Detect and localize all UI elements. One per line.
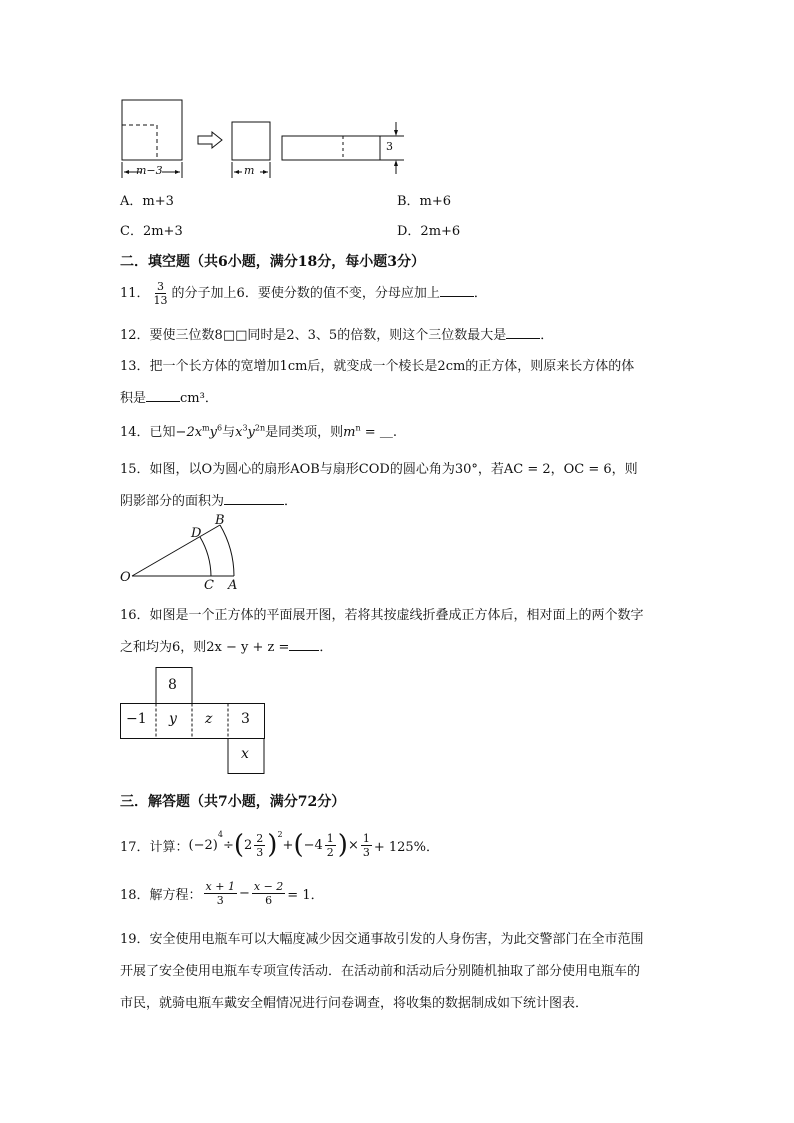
q11-fraction-num: 3 bbox=[157, 280, 165, 293]
question-16-line-2 bbox=[120, 636, 332, 655]
q18-frac-1 bbox=[204, 880, 237, 907]
q16-line2-text: 之和均为6，则2x − y + z = bbox=[120, 640, 290, 655]
q17-paren-close-2: ) bbox=[337, 830, 348, 860]
q15-end: ． bbox=[284, 494, 298, 509]
q13-unit: cm³． bbox=[180, 391, 218, 406]
net-cell-8: 8 bbox=[168, 677, 177, 693]
option-d: D．2m+6 bbox=[397, 224, 461, 239]
option-a: A．m+3 bbox=[120, 194, 174, 209]
q17-prefix: 17．计算： bbox=[120, 839, 189, 855]
q17-plus: + bbox=[282, 837, 294, 853]
net-cell-x: x bbox=[241, 746, 249, 762]
q17-mixed-frac-1-den: 3 bbox=[256, 845, 264, 859]
q12-answer-blank[interactable] bbox=[506, 326, 540, 339]
section-2-title: 二．填空题（共6小题，满分18分，每小题3分） bbox=[120, 254, 425, 270]
q17-tail: + 125%． bbox=[373, 839, 440, 855]
option-b: B．m+6 bbox=[397, 194, 452, 209]
net-cell-3: 3 bbox=[241, 711, 250, 727]
q17-mixed-frac-2-num: 1 bbox=[326, 831, 334, 845]
q15-line2-text: 阴影部分的面积为 bbox=[120, 494, 225, 509]
q17-divide: ÷ bbox=[222, 837, 234, 853]
q11-number: 11． bbox=[120, 286, 150, 301]
q17-paren-open-1: ( bbox=[233, 830, 245, 860]
question-15-line-1: 15．如图，以O为圆心的扇形AOB与扇形COD的圆心角为30°，若AC = 2，OC = 6，则 bbox=[120, 462, 638, 477]
question-19-line-3: 市民，就骑电瓶车戴安全帽情况进行问卷调查，将收集的数据制成如下统计图表． bbox=[120, 996, 589, 1011]
q16-end: ． bbox=[319, 640, 333, 655]
q14-mid: 与 bbox=[222, 425, 236, 440]
label-b: B bbox=[215, 513, 225, 528]
q17-square-exp: 2 bbox=[277, 830, 283, 839]
section-3-title: 三．解答题（共7小题，满分72分） bbox=[120, 794, 346, 810]
q17-mixed-frac-1 bbox=[254, 832, 265, 859]
q18-prefix: 18．解方程： bbox=[120, 888, 202, 903]
q17-mixed-whole-2: −4 bbox=[303, 837, 323, 853]
question-17 bbox=[120, 830, 439, 860]
label-o: O bbox=[120, 570, 131, 585]
label-c: C bbox=[204, 578, 214, 593]
net-cell-z: z bbox=[205, 711, 213, 727]
figure-label-m-minus-3: m−3 bbox=[136, 164, 163, 177]
q18-frac-2-num: x − 2 bbox=[253, 880, 284, 893]
question-12 bbox=[120, 324, 553, 343]
q14-expr2b: y bbox=[247, 425, 255, 440]
q17-frac-third-den: 3 bbox=[362, 845, 370, 859]
q18-frac-2 bbox=[252, 880, 285, 907]
q17-times: × bbox=[347, 837, 359, 853]
q17-mixed-frac-1-num: 2 bbox=[256, 831, 264, 845]
q14-expr3: m bbox=[343, 425, 356, 440]
q15-answer-blank[interactable] bbox=[224, 492, 284, 505]
label-a: A bbox=[228, 578, 238, 593]
q14-expr1b: y bbox=[209, 425, 217, 440]
question-13-line-1: 13．把一个长方体的宽增加1cm后，就变成一个棱长是2cm的正方体，则原来长方体的体 bbox=[120, 359, 635, 374]
q18-frac-2-den: 6 bbox=[265, 894, 273, 907]
q13-answer-blank[interactable] bbox=[146, 389, 180, 402]
q14-expr1b-sup: 6 bbox=[217, 423, 223, 433]
net-cell-minus-1: −1 bbox=[126, 711, 147, 727]
q14-expr2b-sup: 2n bbox=[254, 423, 266, 433]
option-c: C．2m+3 bbox=[120, 224, 183, 239]
question-18 bbox=[120, 880, 324, 907]
q17-frac-third-num: 1 bbox=[362, 831, 370, 845]
q17-mixed-whole-1: 2 bbox=[244, 837, 253, 853]
question-19-line-2: 开展了安全使用电瓶车专项宣传活动．在活动前和活动后分别随机抽取了部分使用电瓶车的 bbox=[120, 964, 641, 979]
figure-label-m: m bbox=[244, 164, 255, 177]
q18-tail: = 1． bbox=[287, 888, 324, 903]
label-d: D bbox=[191, 526, 202, 541]
question-14 bbox=[120, 421, 397, 440]
q16-answer-blank[interactable] bbox=[289, 638, 319, 651]
q14-expr2-sup: 3 bbox=[242, 423, 248, 433]
q18-minus: − bbox=[238, 886, 250, 901]
q11-end: ． bbox=[473, 286, 487, 301]
figure-label-3: 3 bbox=[386, 140, 393, 153]
net-cell-y: y bbox=[169, 711, 177, 727]
question-13-line-2 bbox=[120, 387, 218, 406]
q14-expr2: x bbox=[235, 425, 243, 440]
q13-line2-text: 积是 bbox=[120, 391, 147, 406]
question-19-line-1: 19．安全使用电瓶车可以大幅度减少因交通事故引发的人身伤害，为此交警部门在全市范围 bbox=[120, 932, 644, 947]
question-15-line-2 bbox=[120, 490, 297, 509]
q14-prefix: 14．已知 bbox=[120, 425, 176, 440]
q17-paren-open-2: ( bbox=[293, 830, 304, 860]
q17-frac-third bbox=[361, 832, 372, 859]
q11-fraction-den: 13 bbox=[153, 294, 168, 307]
q17-paren-close-1: ) bbox=[267, 830, 278, 860]
q17-mixed-frac-2 bbox=[325, 832, 336, 859]
q14-suffix: 是同类项，则 bbox=[265, 425, 344, 440]
q12-end: ． bbox=[540, 328, 554, 343]
q14-expr3-sup: n bbox=[355, 423, 361, 433]
q18-frac-1-den: 3 bbox=[216, 894, 224, 907]
question-16-line-1: 16．如图是一个正方体的平面展开图，若将其按虚线折叠成正方体后，相对面上的两个数字 bbox=[120, 608, 644, 623]
q17-power-exp: 4 bbox=[217, 830, 223, 839]
question-11 bbox=[120, 280, 487, 307]
q11-text: 的分子加上6．要使分数的值不变，分母应加上 bbox=[171, 286, 440, 301]
q14-expr1-sup: m bbox=[202, 423, 210, 433]
q14-end: = ＿. bbox=[360, 425, 397, 440]
q17-mixed-frac-2-den: 2 bbox=[326, 845, 334, 859]
q17-power: (−2) bbox=[188, 837, 218, 853]
q11-fraction bbox=[152, 280, 170, 307]
q18-frac-1-num: x + 1 bbox=[205, 880, 235, 893]
q12-text: 12．要使三位数8□□同时是2、3、5的倍数，则这个三位数最大是 bbox=[120, 328, 507, 343]
q11-answer-blank[interactable] bbox=[440, 284, 474, 297]
q14-expr1: −2x bbox=[175, 425, 203, 440]
